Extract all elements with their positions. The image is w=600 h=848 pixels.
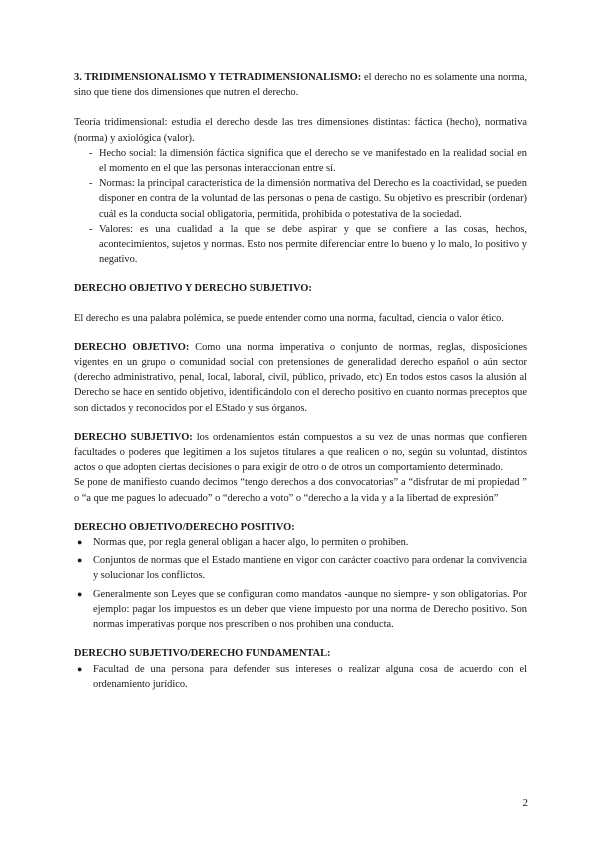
derecho-subjetivo-label: DERECHO SUBJETIVO:	[74, 431, 193, 443]
section4-list	[74, 662, 527, 692]
section2-heading: DERECHO OBJETIVO Y DERECHO SUBJETIVO:	[74, 283, 312, 295]
section1-list	[74, 146, 527, 268]
bullet-marker: ●	[77, 663, 83, 674]
list-item	[74, 535, 527, 550]
section1-paragraph	[74, 70, 527, 100]
section1-heading: 3. TRIDIMENSIONALISMO Y TETRADIMENSIONALISMO:	[74, 72, 362, 83]
section1-intro: Teoría tridimensional: estudia el derecho desde las tres dimensiones distintas: fáctica (hecho), normativa (norma) y axiológica (valor).	[74, 117, 527, 144]
derecho-objetivo-text: Como una norma imperativa o conjunto de normas, reglas, disposiciones vigentes en un grupo o comunidad social con pretensiones de generalidad derecho español o aún sector (derecho administrativo, penal, local, laboral, civil, público, privado, etc) En todos estos casos la alusión al Derecho se hace en sentido objetivo, identificándolo con el derecho positivo en cuanto normas preceptos que son dictados y reconocidos por el EStado y sus órganos.	[74, 341, 527, 414]
list-item	[74, 587, 527, 633]
page-number: 2	[522, 797, 528, 809]
dash-marker: -	[89, 147, 93, 159]
dash-marker: -	[89, 178, 93, 190]
list-item-text: Hecho social: la dimensión fáctica significa que el derecho se ve manifestado en la realidad social en el momento en el que las personas interaccionan entre sí.	[99, 147, 527, 175]
section3-list	[74, 535, 527, 632]
bullet-marker: ●	[77, 588, 83, 599]
derecho-subjetivo-text: los ordenamientos están compuestos a su vez de unas normas que confieren facultades o poderes que legitimen a los sujetos titulares a que realicen o no, según su voluntad, distintos actos o que adopten ciertas decisiones o para exigir de otro o de otros un comportamiento determinado.	[74, 431, 527, 474]
section1-lead: el derecho no es solamente una norma, sino que tiene dos dimensiones que nutren el derecho.	[74, 72, 527, 99]
list-item-text: Valores: es una cualidad a la que se debe aspirar y que se confiere a las cosas, hechos, acontecimientos, sujetos y normas. Esto nos permite diferenciar entre lo bueno y lo malo, lo positivo y negativo.	[99, 223, 527, 266]
list-item	[74, 146, 527, 176]
derecho-objetivo-label: DERECHO OBJETIVO:	[74, 341, 190, 353]
dash-marker: -	[89, 223, 93, 235]
list-item-text: Normas que, por regla general obligan a hacer algo, lo permiten o prohiben.	[93, 537, 409, 549]
section2-paragraph-objetivo	[74, 340, 527, 416]
list-item-text: Conjuntos de normas que el Estado mantiene en vigor con carácter coactivo para ordenar la convivencia y solucionar los conflictos.	[93, 555, 527, 582]
section2-paragraph-1: El derecho es una palabra polémica, se puede entender como una norma, facultad, ciencia o valor ético.	[74, 312, 504, 324]
list-item-text: Normas: la principal característica de la dimensión normativa del Derecho es la coactividad, se pueden disponer en contra de la voluntad de las personas o pena de castigo. Su objetivo es prescribir (ordenar) cuál es la conducta social obligatoria, permitida, prohibida o potestativa de la sociedad.	[99, 178, 527, 220]
list-item-text: Facultad de una persona para defender sus intereses o realizar alguna cosa de acuerdo con el ordenamiento jurídico.	[93, 663, 527, 690]
list-item	[74, 176, 527, 222]
list-item-text: Generalmente son Leyes que se configuran como mandatos -aunque no siempre- y son obligatorias. Por ejemplo: pagar los impuestos es un deber que viene impuesto por una norma de Derecho positivo. Son normas imperativas porque nos prescriben o nos prohiben una conducta.	[93, 588, 527, 631]
list-item	[74, 662, 527, 692]
page-content	[74, 70, 527, 695]
bullet-marker: ●	[77, 555, 83, 566]
section3-heading: DERECHO OBJETIVO/DERECHO POSITIVO:	[74, 521, 295, 533]
bullet-marker: ●	[77, 537, 83, 548]
section2-paragraph-subjetivo	[74, 430, 527, 476]
section2-paragraph-4: Se pone de manifiesto cuando decimos “tengo derechos a dos convocatorias” a “disfrutar de mi propiedad ” o “a que me pagues lo adecuado” o “derecho a voto” o “derecho a la vida y a la libertad de expresión”	[74, 477, 527, 504]
list-item	[74, 222, 527, 268]
section4-heading: DERECHO SUBJETIVO/DERECHO FUNDAMENTAL:	[74, 648, 331, 660]
list-item	[74, 553, 527, 583]
